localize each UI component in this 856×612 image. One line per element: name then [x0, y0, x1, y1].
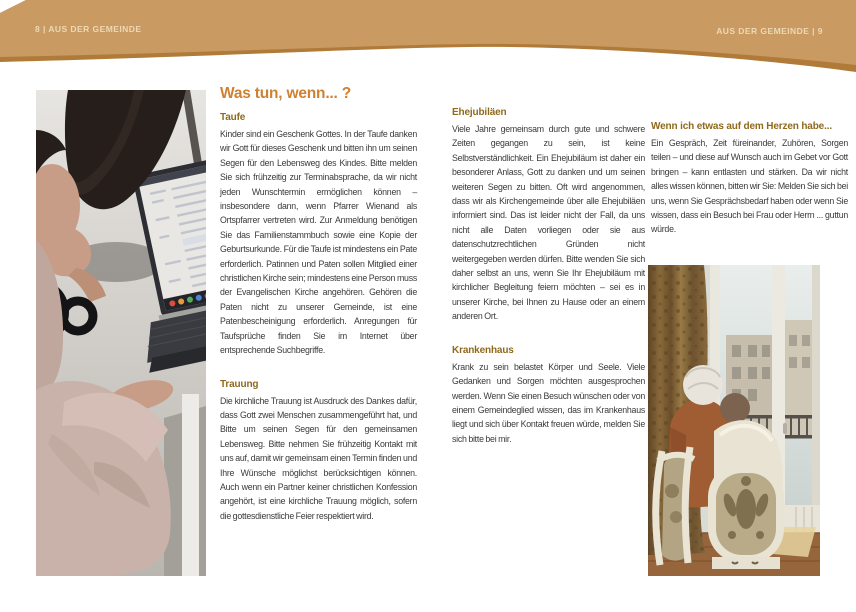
window-handle [783, 423, 787, 434]
window-frame-right [812, 265, 820, 515]
laptop-photo [36, 90, 206, 576]
white-hair-head [683, 365, 723, 405]
trauung-heading: Trauung [220, 378, 259, 390]
couple-photo-illustration [648, 265, 820, 576]
herzen-heading: Wenn ich etwas auf dem Herzen habe... [651, 121, 832, 132]
ehejubilaeen-heading: Ehejubiläen [452, 107, 507, 118]
section-herzen [651, 121, 848, 237]
header-band [0, 0, 856, 80]
trauung-body: Die kirchliche Trauung ist Ausdruck des Dankes dafür, dass Gott zwei Menschen zusammengeführt hat, und Bitte um seinen Segen für den gemeinsamen Lebensweg. Bitte nehmen Sie frühzeitig Kontakt mit uns auf, damit wir gemeinsam einen Termin finden und Ihre Wünsche möglichst berücksichtigen können. Auch wenn ein Partner keiner christlichen Konfession angehört, ist eine kirchliche Trauung möglich, sofern die gottesdienstliche Feier respektiert wird. [220, 395, 417, 521]
chair-center [708, 463, 784, 569]
page-number-right: AUS DER GEMEINDE | 9 [716, 26, 823, 36]
taufe-heading: Taufe [220, 112, 246, 123]
column-middle [452, 107, 645, 446]
brown-hair-head [720, 393, 750, 423]
column-right [651, 121, 848, 237]
taufe-body: Kinder sind ein Geschenk Gottes. In der Taufe danken wir Gott für dieses Geschenk und bitten ihn um seinen Segen für den Lebensweg des Kindes. Bitte melden Sie sich frühzeitig zur Terminabsprache, da wir nicht jeden Wunschtermin ermöglichen können – insbesondere dann, wenn Pfarrer Wienand als Ortspfarrer vertreten wird. Zur Anmeldung benötigen Sie das Familienstammbuch sowie eine Kopie der Geburtsurkunde. Für die Taufe ist mindestens ein Pate erforderlich. Patinnen und Paten sollen Mitglied einer christlichen Kirche sein; mindestens eine Person muss der Evangelischen Kirche angehören. Gehören die Paten nicht zu unserer Gemeinde, ist eine Patenbescheinigung erforderlich. Anregungen für Taufsprüche finden Sie im Internet über entsprechende Suchbegriffe. [220, 129, 417, 356]
section-krankenhaus [452, 345, 645, 446]
page-number-left: 8 | AUS DER GEMEINDE [35, 24, 142, 34]
table-leg [182, 394, 199, 576]
couple-photo [648, 265, 820, 576]
krankenhaus-body: Krank zu sein belastet Körper und Seele. Viele Gedanken und Sorgen möchten ausgesprochen werden. Wenn Sie einen Besuch wünschen oder von einem Gemeindeglied wissen, das im Krankenhaus liegt und sich über Kontakt freuen würde, melden Sie sich bitte bei mir. [452, 361, 645, 444]
herzen-body: Ein Gespräch, Zeit füreinander, Zuhören, Sorgen teilen – und diese auf Wunsch auch im Gebet vor Gott bringen – kann entlasten und stärken. Da wir nicht alles wissen können, bitten wir Sie: Melden Sie sich bei uns, wenn Sie Gesprächsbedarf haben oder wenn Sie wissen, dass ein Besuch bei Frau oder Herrn ... guttun würde. [651, 138, 848, 235]
section-taufe [220, 112, 417, 358]
laptop-photo-illustration [36, 90, 206, 576]
column-left [220, 85, 417, 523]
ehejubilaeen-body: Viele Jahre gemeinsam durch gute und schwere Zeiten gegangen zu sein, ist keine Selbstverständlichkeit. Ein Ehejubiläum ist daher ein besonderer Anlass, Gott zu danken und um seinen weiteren Segen zu bitten. Oft wird angenommen, dass wir als Kirchengemeinde über alle Ehejubiläen informiert sind. Das ist leider nicht der Fall, da uns nicht alle Daten vorliegen oder sie aus datenschutzrechtlichen Gründen nicht weitergegeben werden dürfen. Bitte wenden Sie sich daher selbst an uns, wenn Sie Ihr Ehejubiläum mit kirchlicher Begleitung feiern möchten – sei es in unserer Kirche, bei Ihnen zu Hause oder an einem anderen Ort. [452, 124, 645, 322]
section-ehejubilaeen [452, 107, 645, 324]
section-trauung [220, 379, 417, 524]
article-title: Was tun, wenn... ? [220, 85, 352, 102]
krankenhaus-heading: Krankenhaus [452, 344, 514, 356]
